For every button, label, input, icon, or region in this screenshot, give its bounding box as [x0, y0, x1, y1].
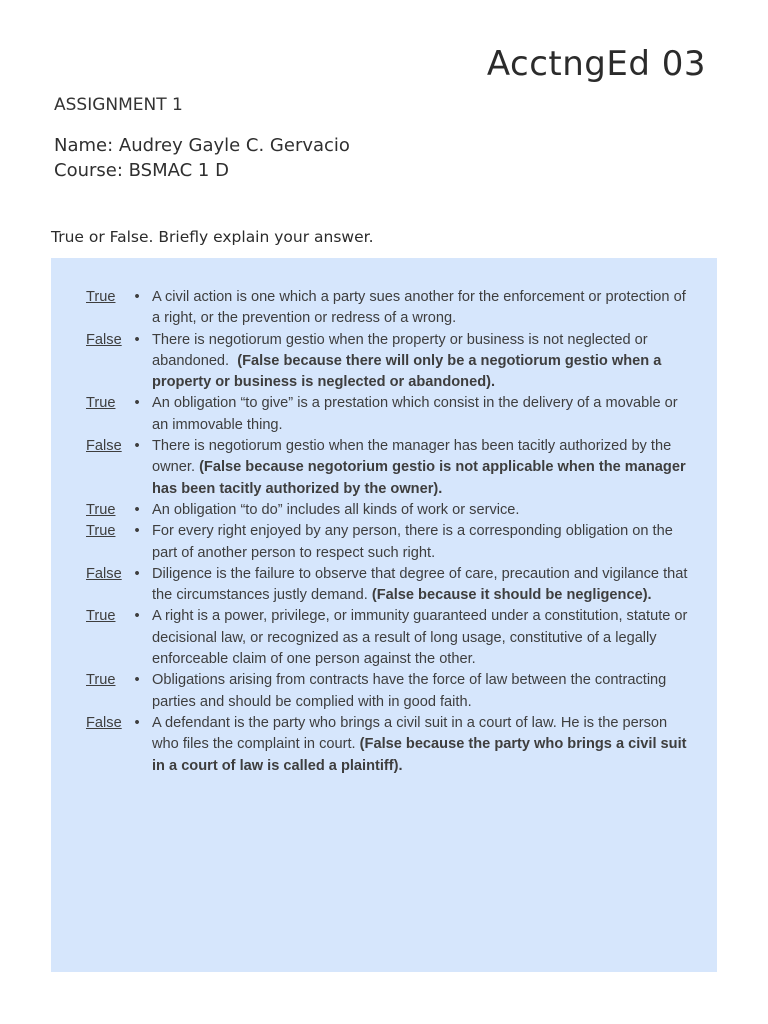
- qa-item: [51, 670, 717, 713]
- statement-text: Diligence is the failure to observe that degree of care, precaution and vigilance that the circumstances justly demand.: [152, 565, 688, 604]
- statement-text: For every right enjoyed by any person, there is a corresponding obligation on the part of another person to respect such right.: [152, 523, 673, 561]
- answer-label: False: [86, 438, 122, 455]
- student-course: Course: BSMAC 1 D: [54, 160, 229, 181]
- instructions: True or False. Briefly explain your answer.: [51, 228, 374, 246]
- answer-box: [51, 258, 717, 972]
- bullet: •: [134, 331, 140, 348]
- statement-text: A civil action is one which a party sues another for the enforcement or protection of a right, or the prevention or redress of a wrong.: [152, 289, 686, 327]
- answer-label: True: [86, 523, 116, 540]
- qa-item: [51, 393, 717, 436]
- student-info: [54, 133, 350, 183]
- qa-item: [51, 606, 717, 670]
- bullet: •: [134, 395, 140, 412]
- bullet: •: [134, 608, 140, 625]
- statement-block: [152, 330, 688, 394]
- explanation-text: (False because the party who brings a civil suit in a court of law is called a plaintiff).: [152, 736, 687, 774]
- qa-item: [51, 713, 717, 777]
- assignment-heading: ASSIGNMENT 1: [54, 95, 183, 115]
- answer-label: True: [86, 395, 116, 412]
- answer-label: True: [86, 501, 116, 518]
- answer-label: False: [86, 565, 122, 582]
- answer-label: False: [86, 331, 122, 348]
- statement-text: A defendant is the party who brings a civil suit in a court of law. He is the person who files the complaint in court.: [152, 714, 668, 753]
- bullet: •: [134, 289, 140, 305]
- statement-text: There is negotiorum gestio when the property or business is not neglected or abandoned.: [152, 331, 648, 369]
- course-code-title: AcctngEd 03: [486, 44, 706, 84]
- explanation-text: (False because there will only be a negotiorum gestio when a property or business is neglected or abandoned).: [152, 352, 662, 391]
- qa-item: [51, 330, 717, 394]
- bullet: •: [134, 565, 140, 582]
- statement-block: [152, 670, 688, 713]
- explanation-text: (False because it should be negligence).: [371, 587, 652, 604]
- answer-label: True: [86, 608, 116, 625]
- student-name: Name: Audrey Gayle C. Gervacio: [54, 135, 350, 156]
- bullet: •: [134, 438, 140, 455]
- statement-block: [152, 287, 688, 330]
- answer-label: True: [86, 672, 116, 689]
- answer-label: True: [86, 289, 116, 305]
- qa-item: [51, 500, 717, 521]
- answer-label: False: [86, 714, 122, 731]
- qa-item: [51, 287, 717, 330]
- statement-text: Obligations arising from contracts have the force of law between the contracting parties and should be complied with in good faith.: [152, 672, 667, 710]
- bullet: •: [134, 672, 140, 689]
- statement-block: [152, 436, 688, 500]
- statement-text: A right is a power, privilege, or immunity guaranteed under a constitution, statute or decisional law, or recognized as a result of long usage, constitutive of a legally enforceable claim of one person against the other.: [152, 608, 688, 668]
- bullet: •: [134, 501, 140, 518]
- bullet: •: [134, 523, 140, 540]
- qa-item: [51, 521, 717, 564]
- statement-block: [152, 564, 688, 607]
- statement-block: [152, 606, 688, 670]
- statement-block: [152, 521, 688, 564]
- qa-item: [51, 436, 717, 500]
- statement-block: [152, 713, 688, 777]
- statement-block: [152, 500, 688, 521]
- statement-block: [152, 393, 688, 436]
- statement-text: An obligation “to do” includes all kinds of work or service.: [152, 501, 520, 518]
- explanation-text: (False because negotorium gestio is not applicable when the manager has been tacitly authorized by the owner).: [152, 459, 686, 497]
- statement-text: An obligation “to give” is a prestation which consist in the delivery of a movable or an immovable thing.: [152, 395, 678, 433]
- statement-text: There is negotiorum gestio when the manager has been tacitly authorized by the owner.: [152, 438, 672, 476]
- bullet: •: [134, 714, 140, 731]
- qa-item: [51, 564, 717, 607]
